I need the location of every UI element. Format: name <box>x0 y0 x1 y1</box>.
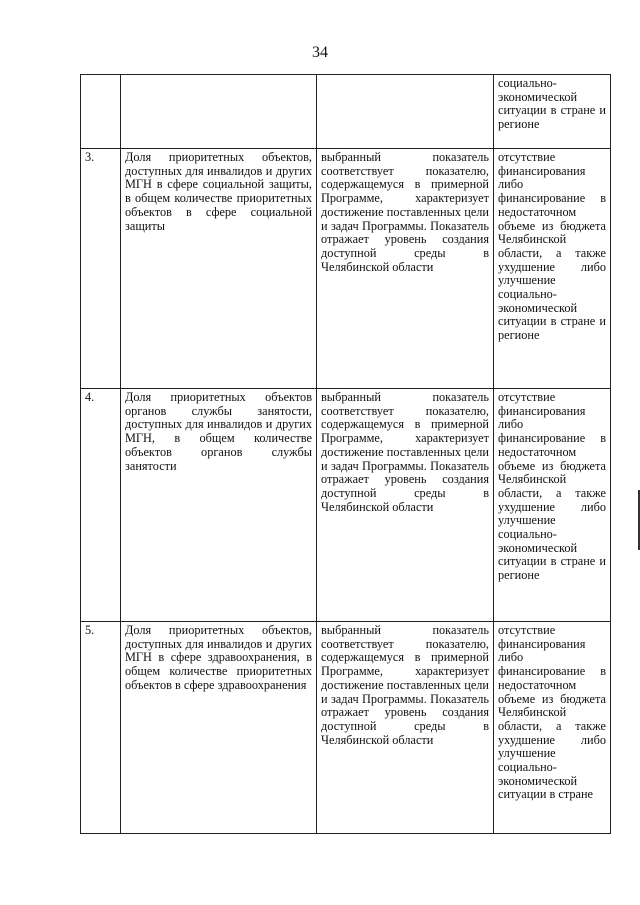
risk-cell <box>494 75 611 149</box>
risk-text: отсутствие финансирования либо финансирование в недостаточном объеме из бюджета Челябинской области, а также ухудшение либо улучшение социально-экономической ситуации в стране и регионе <box>498 150 606 343</box>
indicator-cell: Доля приоритетных объектов органов службы занятости, доступных для инвалидов и других МГН, в общем количестве объектов органов службы занятости <box>121 389 317 622</box>
table-row <box>81 75 611 149</box>
row-number-cell: 3. <box>81 149 121 389</box>
indicator-cell <box>121 75 317 149</box>
risk-text: отсутствие финансирования либо финансирование в недостаточном объеме из бюджета Челябинской области, а также ухудшение либо улучшение социально-экономической ситуации в стране <box>498 623 606 802</box>
risk-cell <box>494 149 611 389</box>
risk-cell <box>494 389 611 622</box>
risk-text: социально-экономической ситуации в стране и регионе <box>498 76 606 132</box>
row-number-cell: 5. <box>81 622 121 834</box>
row-number-cell: 4. <box>81 389 121 622</box>
risk-cell <box>494 622 611 834</box>
rationale-cell: выбранный показатель соответствует показателю, содержащемуся в примерной Программе, характеризует достижение поставленных цели и задач Программы. Показатель отражает уровень создания доступной среды в Челябинской области <box>317 389 494 622</box>
page-number: 34 <box>312 44 328 61</box>
indicator-cell: Доля приоритетных объектов, доступных для инвалидов и других МГН в сфере здравоохранения, в общем количестве приоритетных объектов в сфере здравоохранения <box>121 622 317 834</box>
indicator-cell: Доля приоритетных объектов, доступных для инвалидов и других МГН в сфере социальной защиты, в общем количестве приоритетных объектов в сфере социальной защиты <box>121 149 317 389</box>
rationale-cell: выбранный показатель соответствует показателю, содержащемуся в примерной Программе, характеризует достижение поставленных цели и задач Программы. Показатель отражает уровень создания доступной среды в Челябинской области <box>317 622 494 834</box>
row-number-cell <box>81 75 121 149</box>
rationale-cell: выбранный показатель соответствует показателю, содержащемуся в примерной Программе, характеризует достижение поставленных цели и задач Программы. Показатель отражает уровень создания доступной среды в Челябинской области <box>317 149 494 389</box>
indicators-table <box>80 74 611 834</box>
table-row <box>81 622 611 834</box>
table-row <box>81 389 611 622</box>
risk-text: отсутствие финансирования либо финансирование в недостаточном объеме из бюджета Челябинской области, а также ухудшение либо улучшение социально-экономической ситуации в стране и регионе <box>498 390 606 583</box>
table-row <box>81 149 611 389</box>
rationale-cell <box>317 75 494 149</box>
